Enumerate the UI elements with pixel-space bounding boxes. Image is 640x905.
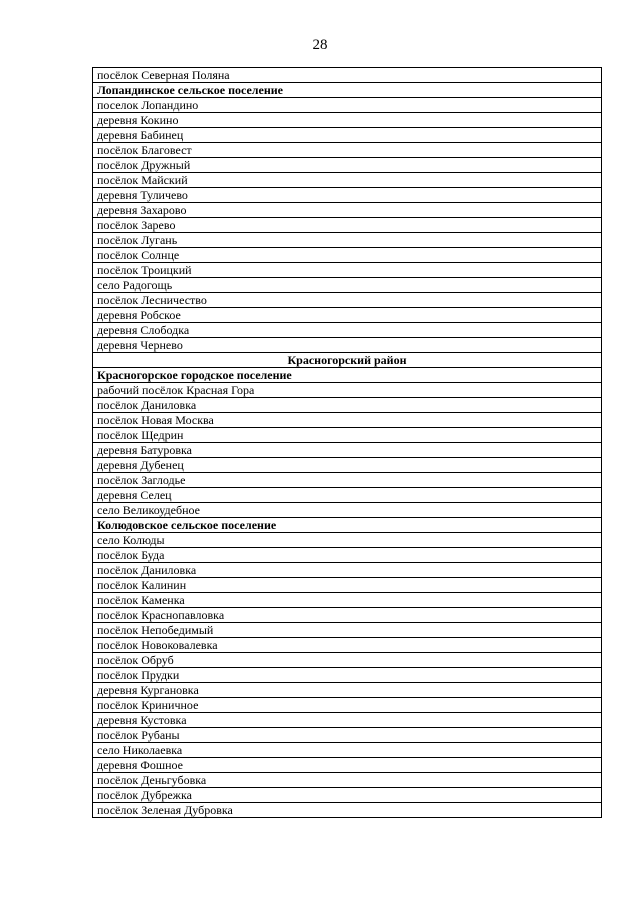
- settlement-row: [93, 323, 602, 338]
- settlement-row: [93, 263, 602, 278]
- settlement-row: [93, 203, 602, 218]
- settlement-name: деревня Туличево: [93, 188, 602, 203]
- settlement-name: деревня Кургановка: [93, 683, 602, 698]
- settlement-name: село Великоудебное: [93, 503, 602, 518]
- settlement-row: [93, 458, 602, 473]
- settlement-row: [93, 308, 602, 323]
- settlement-name: деревня Фошное: [93, 758, 602, 773]
- settlement-name: посёлок Буда: [93, 548, 602, 563]
- settlement-row: [93, 443, 602, 458]
- settlement-name: посёлок Краснопавловка: [93, 608, 602, 623]
- settlement-row: [93, 713, 602, 728]
- settlement-row: [93, 233, 602, 248]
- settlement-row: [93, 293, 602, 308]
- settlement-row: [93, 803, 602, 818]
- settlement-name: деревня Кокино: [93, 113, 602, 128]
- settlement-row: [93, 173, 602, 188]
- settlement-row: [93, 188, 602, 203]
- settlement-name: посёлок Даниловка: [93, 398, 602, 413]
- settlement-name: посёлок Щедрин: [93, 428, 602, 443]
- settlement-row: [93, 143, 602, 158]
- settlement-row: [93, 668, 602, 683]
- settlement-name: посёлок Благовест: [93, 143, 602, 158]
- settlement-name: посёлок Майский: [93, 173, 602, 188]
- settlement-row: [93, 788, 602, 803]
- settlement-row: [93, 158, 602, 173]
- section-name: Колюдовское сельское поселение: [93, 518, 602, 533]
- settlement-name: посёлок Рубаны: [93, 728, 602, 743]
- settlement-name: село Колюды: [93, 533, 602, 548]
- settlement-name: деревня Робское: [93, 308, 602, 323]
- settlement-name: посёлок Прудки: [93, 668, 602, 683]
- settlement-name: село Николаевка: [93, 743, 602, 758]
- settlement-name: деревня Батуровка: [93, 443, 602, 458]
- settlement-row: [93, 593, 602, 608]
- page-number: 28: [312, 37, 328, 53]
- settlement-row: [93, 608, 602, 623]
- settlement-row: [93, 68, 602, 83]
- settlement-row: [93, 338, 602, 353]
- settlement-row: [93, 578, 602, 593]
- settlement-name: посёлок Даниловка: [93, 563, 602, 578]
- settlement-row: [93, 638, 602, 653]
- settlement-name: посёлок Новоковалевка: [93, 638, 602, 653]
- settlement-name: посёлок Дружный: [93, 158, 602, 173]
- settlement-section-row: [93, 368, 602, 383]
- settlement-name: село Радогощь: [93, 278, 602, 293]
- settlement-name: посёлок Заглодье: [93, 473, 602, 488]
- settlement-name: деревня Кустовка: [93, 713, 602, 728]
- settlement-name: посёлок Непобедимый: [93, 623, 602, 638]
- settlement-row: [93, 548, 602, 563]
- settlement-row: [93, 533, 602, 548]
- settlement-name: посёлок Зеленая Дубровка: [93, 803, 602, 818]
- section-name: Лопандинское сельское поселение: [93, 83, 602, 98]
- district-header-row: [93, 353, 602, 368]
- settlement-row: [93, 683, 602, 698]
- settlement-name: деревня Бабинец: [93, 128, 602, 143]
- settlement-name: посёлок Северная Поляна: [93, 68, 602, 83]
- settlements-table: [92, 67, 602, 818]
- settlement-name: деревня Захарово: [93, 203, 602, 218]
- settlement-row: [93, 623, 602, 638]
- settlement-name: поселок Лопандино: [93, 98, 602, 113]
- settlement-row: [93, 773, 602, 788]
- settlement-name: деревня Селец: [93, 488, 602, 503]
- settlement-name: посёлок Троицкий: [93, 263, 602, 278]
- settlement-section-row: [93, 83, 602, 98]
- settlements-table-body: [93, 68, 602, 818]
- settlement-row: [93, 218, 602, 233]
- settlement-row: [93, 503, 602, 518]
- settlement-row: [93, 563, 602, 578]
- settlement-section-row: [93, 518, 602, 533]
- settlement-name: посёлок Обруб: [93, 653, 602, 668]
- settlement-name: посёлок Калинин: [93, 578, 602, 593]
- settlement-row: [93, 98, 602, 113]
- settlement-row: [93, 398, 602, 413]
- settlement-row: [93, 113, 602, 128]
- settlement-row: [93, 248, 602, 263]
- settlement-row: [93, 653, 602, 668]
- settlement-row: [93, 413, 602, 428]
- settlement-name: посёлок Каменка: [93, 593, 602, 608]
- settlement-name: посёлок Дубрежка: [93, 788, 602, 803]
- settlement-row: [93, 428, 602, 443]
- settlement-name: посёлок Новая Москва: [93, 413, 602, 428]
- settlement-row: [93, 698, 602, 713]
- settlement-name: посёлок Криничное: [93, 698, 602, 713]
- settlement-name: посёлок Зарево: [93, 218, 602, 233]
- settlement-row: [93, 278, 602, 293]
- settlement-name: посёлок Лугань: [93, 233, 602, 248]
- settlement-name: деревня Чернево: [93, 338, 602, 353]
- settlement-name: посёлок Солнце: [93, 248, 602, 263]
- section-name: Красногорское городское поселение: [93, 368, 602, 383]
- settlement-name: посёлок Лесничество: [93, 293, 602, 308]
- settlement-row: [93, 383, 602, 398]
- settlement-row: [93, 128, 602, 143]
- district-name: Красногорский район: [93, 353, 602, 368]
- settlement-name: деревня Слободка: [93, 323, 602, 338]
- settlement-row: [93, 473, 602, 488]
- settlement-name: деревня Дубенец: [93, 458, 602, 473]
- settlement-name: посёлок Деньгубовка: [93, 773, 602, 788]
- settlement-name: рабочий посёлок Красная Гора: [93, 383, 602, 398]
- settlement-row: [93, 758, 602, 773]
- settlement-row: [93, 743, 602, 758]
- settlement-row: [93, 488, 602, 503]
- settlement-row: [93, 728, 602, 743]
